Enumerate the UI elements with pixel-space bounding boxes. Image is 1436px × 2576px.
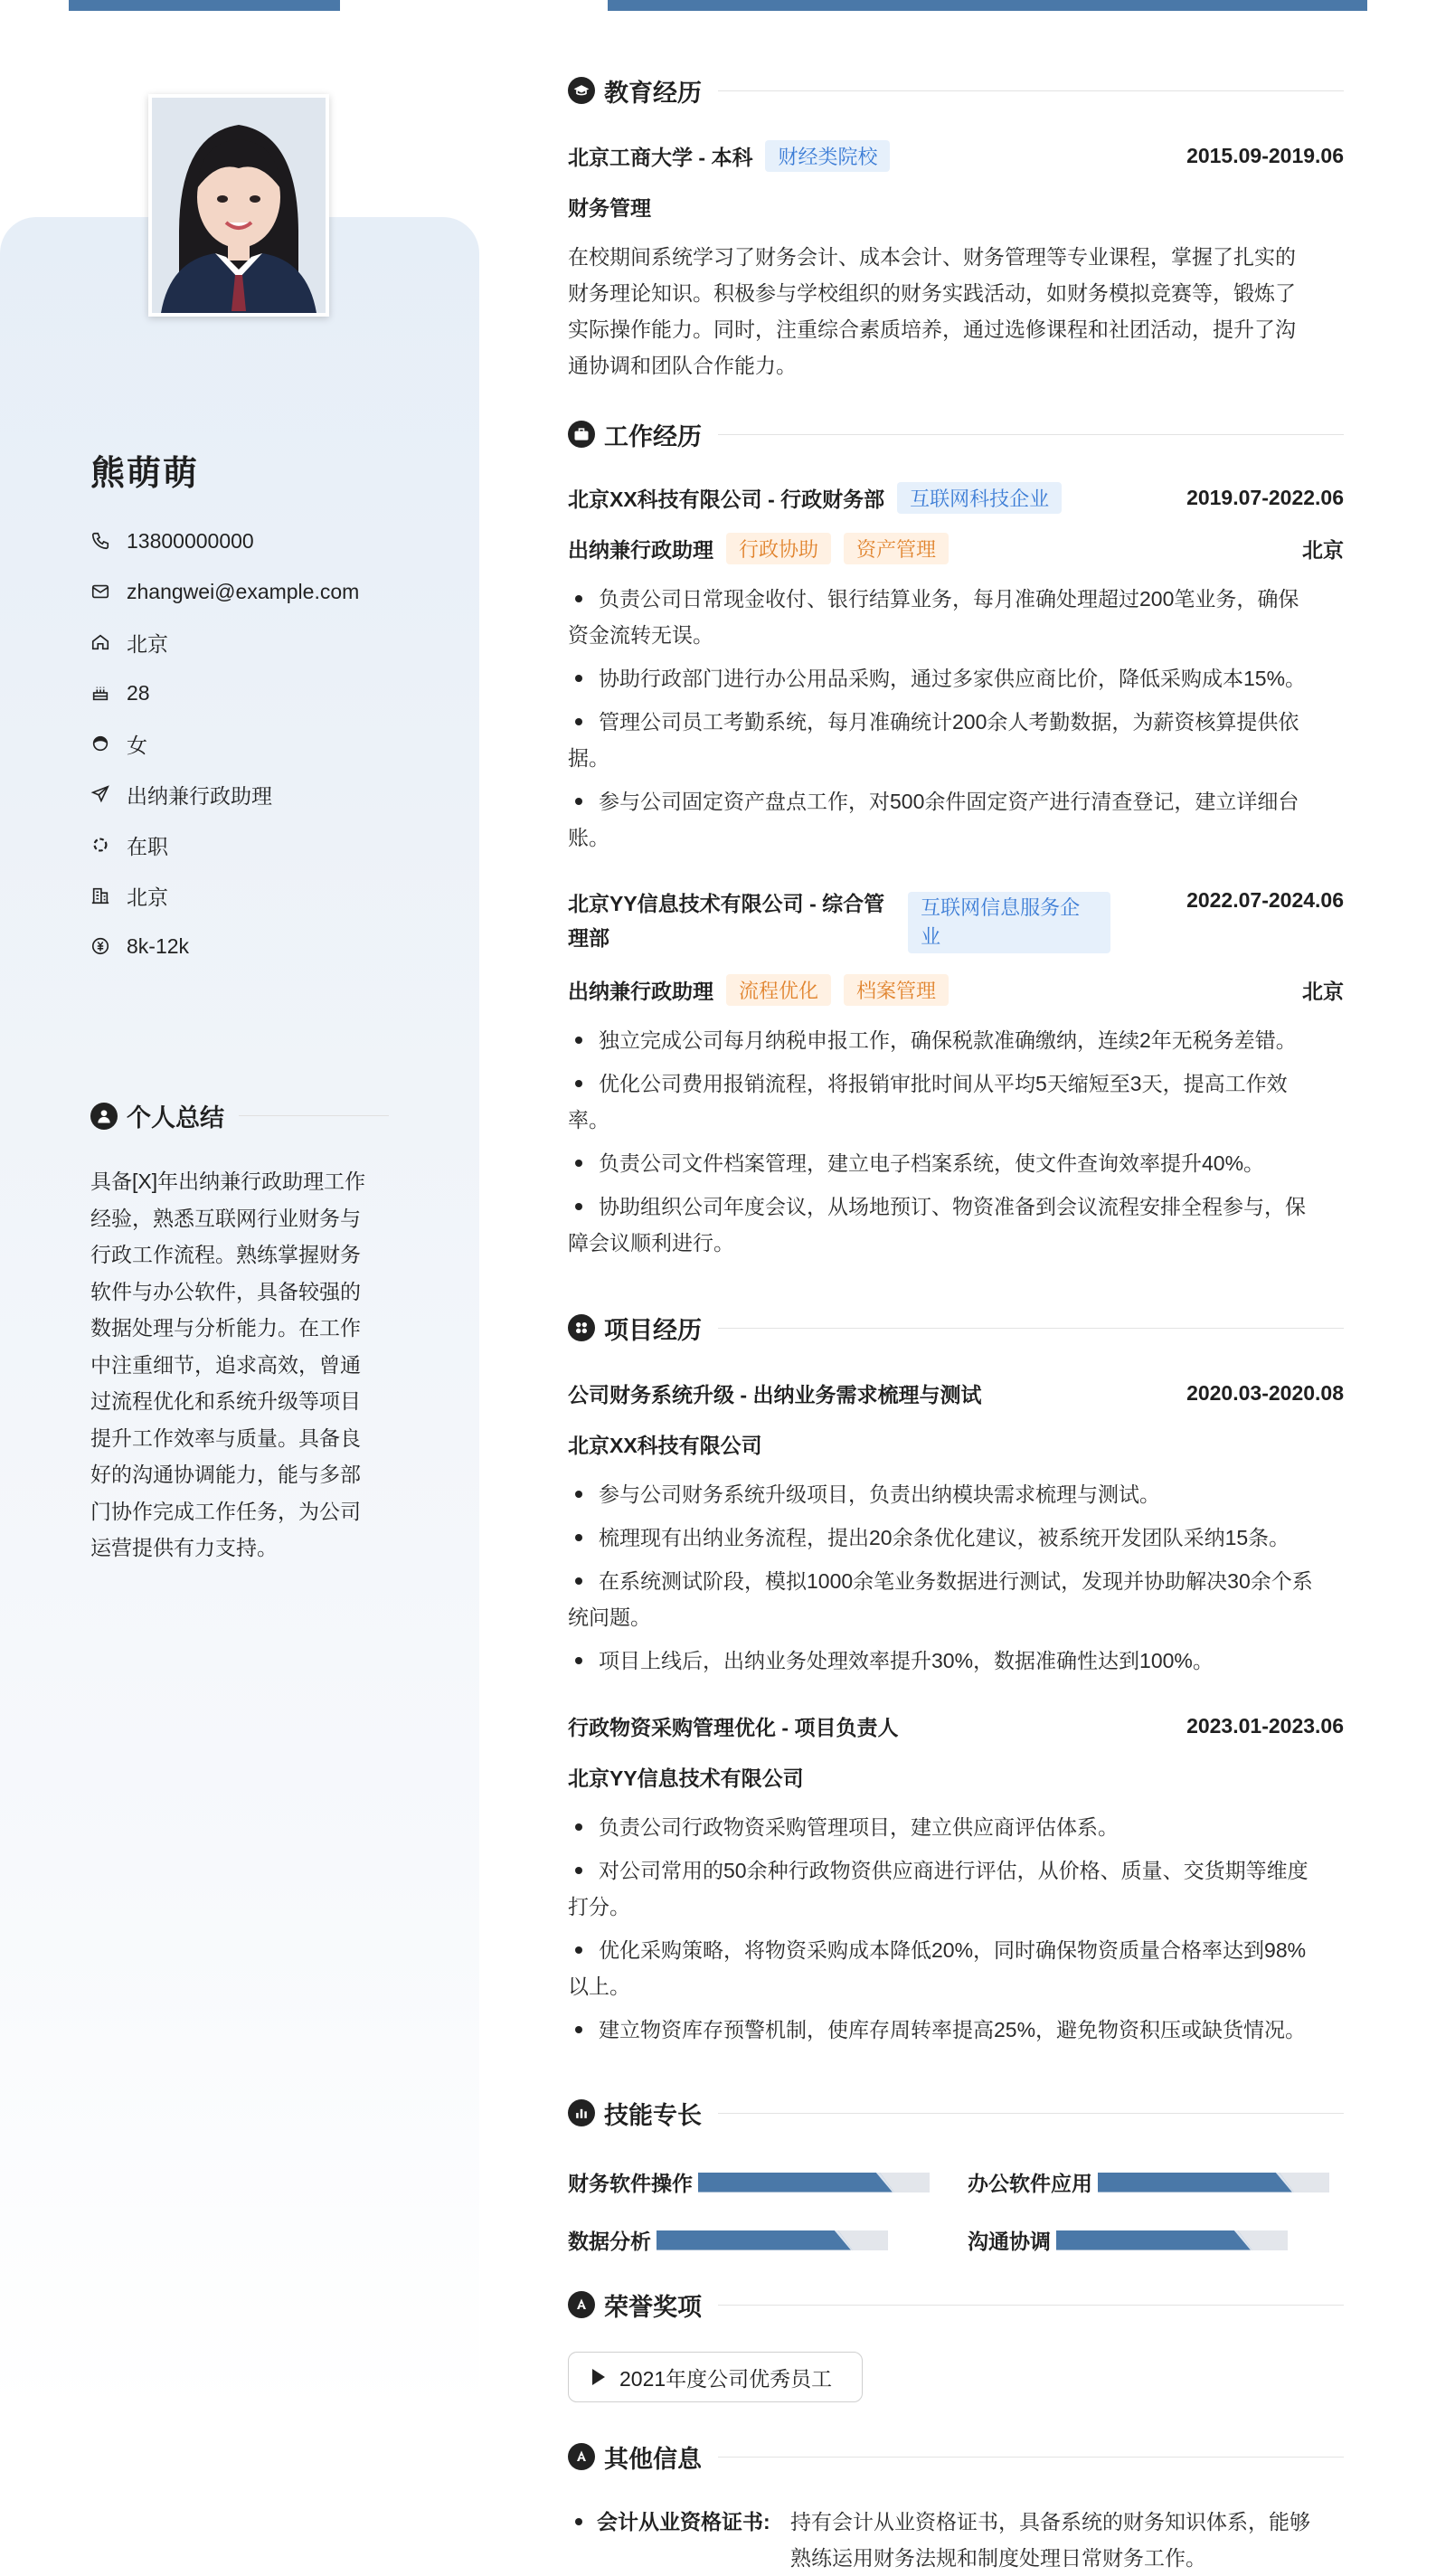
bullet-text: 账。 bbox=[568, 826, 609, 849]
info-icon bbox=[568, 2443, 595, 2470]
info-position-text: 出纳兼行政助理 bbox=[127, 783, 272, 808]
bullet-text: 参与公司固定资产盘点工作，对500余件固定资产进行清查登记，建立详细台 bbox=[599, 790, 1299, 813]
description-line: 通协调和团队合作能力。 bbox=[568, 354, 797, 377]
bullet-text: 统问题。 bbox=[568, 1605, 651, 1629]
user-icon bbox=[90, 1103, 118, 1130]
company-tag: 互联网科技企业 bbox=[897, 482, 1062, 514]
job-2-bullets bbox=[568, 1022, 1344, 1261]
project-2-bullets bbox=[568, 1809, 1344, 2048]
bullet-text: 对公司常用的50余种行政物资供应商进行评估，从价格、质量、交货期等维度 bbox=[599, 1859, 1308, 1882]
list-item bbox=[568, 1065, 1344, 1138]
job-role: 出纳兼行政助理 bbox=[568, 979, 713, 1003]
job-role: 出纳兼行政助理 bbox=[568, 537, 713, 562]
tag-line: 互联网信息服务企 bbox=[921, 896, 1081, 919]
info-age-text: 28 bbox=[127, 680, 150, 705]
summary-line: 具备[X]年出纳兼行政助理工作 bbox=[90, 1170, 366, 1193]
info-salary bbox=[90, 921, 359, 971]
project-2-header bbox=[568, 1709, 1344, 1742]
education-entry-header bbox=[568, 139, 1344, 172]
profile-photo bbox=[148, 94, 329, 317]
skill-bar bbox=[657, 2230, 888, 2250]
project-name: 行政物资采购管理优化 - 项目负责人 bbox=[568, 1715, 899, 1739]
bullet-text: 参与公司财务系统升级项目，负责出纳模块需求梳理与测试。 bbox=[599, 1482, 1160, 1506]
divider bbox=[718, 90, 1344, 91]
list-item bbox=[568, 1932, 1344, 2004]
description-line: 实际操作能力。同时，注重综合素质培养，通过选修课程和社团活动，提升了沟 bbox=[568, 317, 1296, 341]
job-2-role-row bbox=[568, 973, 1344, 1006]
other-value bbox=[790, 2504, 1344, 2576]
bullet-text: 协助行政部门进行办公用品采购，通过多家供应商比价，降低采购成本15%。 bbox=[599, 667, 1307, 690]
skills-title: 技能专长 bbox=[604, 2101, 702, 2129]
info-gender-text: 女 bbox=[127, 733, 147, 757]
project-date: 2020.03-2020.08 bbox=[1186, 1380, 1344, 1405]
summary-line: 门协作完成工作任务，为公司 bbox=[90, 1499, 361, 1523]
major-row bbox=[568, 190, 1344, 223]
skill-bar-fill bbox=[698, 2173, 906, 2192]
info-status-text: 在职 bbox=[127, 834, 168, 858]
summary-title: 个人总结 bbox=[127, 1104, 224, 1132]
company-tag bbox=[908, 892, 1110, 953]
divider bbox=[718, 434, 1344, 435]
bullet-text: 优化公司费用报销流程，将报销审批时间从平均5天缩短至3天，提高工作效 bbox=[599, 1072, 1288, 1095]
other-section-header bbox=[568, 2439, 1344, 2475]
home-icon bbox=[90, 632, 110, 652]
divider bbox=[239, 1115, 389, 1116]
top-accent-bar-right bbox=[608, 0, 1367, 11]
description-line: 财务理论知识。积极参与学校组织的财务实践活动，如财务模拟竞赛等，锻炼了 bbox=[568, 281, 1296, 305]
summary-line: 提升工作效率与质量。具备良 bbox=[90, 1425, 361, 1450]
project-2-org-row bbox=[568, 1760, 1344, 1793]
awards-section-header bbox=[568, 2287, 1344, 2323]
summary-line: 过流程优化和系统升级等项目 bbox=[90, 1389, 361, 1413]
summary-line: 好的沟通协调能力，能与多部 bbox=[90, 1463, 361, 1486]
info-position bbox=[90, 769, 359, 819]
bullet-text: 管理公司员工考勤系统，每月准确统计200余人考勤数据，为薪资核算提供依 bbox=[599, 710, 1299, 734]
graduation-cap-icon bbox=[568, 77, 595, 104]
skill-bar-fill bbox=[657, 2230, 864, 2250]
project-1-bullets bbox=[568, 1476, 1344, 1679]
list-item bbox=[568, 1809, 1344, 1845]
skill-item bbox=[568, 2225, 888, 2255]
info-city bbox=[90, 870, 359, 921]
candidate-name: 熊萌萌 bbox=[90, 455, 200, 493]
info-age bbox=[90, 668, 359, 718]
bullet-text: 协助组织公司年度会议，从场地预订、物资准备到会议流程安排全程参与，保 bbox=[599, 1195, 1306, 1218]
work-title: 工作经历 bbox=[604, 422, 702, 450]
skill-label: 办公软件应用 bbox=[968, 2172, 1092, 2195]
skills-section-header bbox=[568, 2095, 1344, 2131]
info-location-text: 北京 bbox=[127, 631, 168, 656]
awards-title: 荣誉奖项 bbox=[604, 2293, 702, 2321]
work-section-header bbox=[568, 416, 1344, 452]
job-date: 2019.07-2022.06 bbox=[1186, 485, 1344, 509]
bullet-text: 项目上线后，出纳业务处理效率提升30%，数据准确性达到100%。 bbox=[599, 1649, 1214, 1672]
mail-icon bbox=[90, 582, 110, 601]
skill-bar bbox=[698, 2173, 930, 2192]
summary-line: 运营提供有力支持。 bbox=[90, 1536, 278, 1559]
project-name: 公司财务系统升级 - 出纳业务需求梳理与测试 bbox=[568, 1382, 982, 1406]
bar-chart-icon bbox=[568, 2099, 595, 2126]
major-name: 财务管理 bbox=[568, 195, 651, 220]
skill-item bbox=[968, 2225, 1288, 2255]
description-line: 在校期间系统学习了财务会计、成本会计、财务管理等专业课程，掌握了扎实的 bbox=[568, 245, 1296, 269]
award-text: 2021年度公司优秀员工 bbox=[619, 2366, 833, 2391]
status-icon bbox=[90, 835, 110, 855]
info-phone-text: 13800000000 bbox=[127, 528, 254, 553]
briefcase-icon bbox=[568, 421, 595, 448]
info-location bbox=[90, 617, 359, 668]
contact-info-list bbox=[90, 516, 359, 971]
summary-line: 经验，熟悉互联网行业财务与 bbox=[90, 1206, 361, 1230]
tag-line: 业 bbox=[921, 925, 941, 948]
job-1-role-row bbox=[568, 532, 1344, 564]
project-1-org-row bbox=[568, 1427, 1344, 1460]
list-item bbox=[568, 660, 1344, 696]
bullet-text: 梳理现有出纳业务流程，提出20余条优化建议，被系统开发团队采纳15条。 bbox=[599, 1526, 1290, 1549]
play-icon bbox=[592, 2369, 605, 2385]
info-email-text: zhangwei@example.com bbox=[127, 579, 360, 603]
cake-icon bbox=[90, 683, 110, 703]
summary-line: 数据处理与分析能力。在工作 bbox=[90, 1316, 361, 1340]
skill-label: 数据分析 bbox=[568, 2230, 651, 2253]
summary-line: 软件与办公软件，具备较强的 bbox=[90, 1279, 361, 1303]
send-icon bbox=[90, 784, 110, 804]
list-item bbox=[568, 1189, 1344, 1261]
project-date: 2023.01-2023.06 bbox=[1186, 1713, 1344, 1738]
bullet-dot bbox=[575, 2518, 582, 2525]
job-city: 北京 bbox=[1302, 537, 1344, 562]
info-email bbox=[90, 566, 359, 617]
projects-title: 项目经历 bbox=[604, 1316, 702, 1344]
project-1-header bbox=[568, 1377, 1344, 1409]
list-item bbox=[568, 1520, 1344, 1556]
job-date: 2022.07-2024.06 bbox=[1186, 888, 1344, 912]
job-1-header bbox=[568, 481, 1344, 514]
project-org: 北京XX科技有限公司 bbox=[568, 1433, 762, 1457]
divider bbox=[718, 2113, 1344, 2114]
building-icon bbox=[90, 886, 110, 905]
summary-line: 行政工作流程。熟练掌握财务 bbox=[90, 1243, 361, 1266]
bullet-text: 建立物资库存预警机制，使库存周转率提高25%，避免物资积压或缺货情况。 bbox=[599, 2018, 1307, 2041]
company-line: 北京YY信息技术有限公司 - 综合管 bbox=[568, 892, 885, 915]
job-city: 北京 bbox=[1302, 979, 1344, 1003]
skill-tag: 档案管理 bbox=[844, 974, 949, 1006]
summary-section-header bbox=[90, 1098, 389, 1133]
skill-tag: 资产管理 bbox=[844, 533, 949, 564]
list-item bbox=[568, 704, 1344, 776]
list-item bbox=[568, 1563, 1344, 1635]
skill-bar-fill bbox=[1056, 2230, 1264, 2250]
list-item bbox=[568, 2012, 1344, 2048]
job-1-bullets bbox=[568, 581, 1344, 856]
bullet-text: 障会议顺利进行。 bbox=[568, 1231, 734, 1255]
other-line: 持有会计从业资格证书，具备系统的财务知识体系，能够 bbox=[790, 2510, 1310, 2533]
list-item bbox=[568, 1145, 1344, 1181]
skill-label: 沟通协调 bbox=[968, 2230, 1051, 2253]
info-city-text: 北京 bbox=[127, 885, 168, 909]
skill-label: 财务软件操作 bbox=[568, 2172, 693, 2195]
job-company: 北京XX科技有限公司 - 行政财务部 bbox=[568, 487, 885, 511]
project-org: 北京YY信息技术有限公司 bbox=[568, 1766, 804, 1790]
summary-line: 中注重细节，追求高效，曾通 bbox=[90, 1352, 361, 1377]
info-phone bbox=[90, 516, 359, 566]
summary-text bbox=[90, 1163, 389, 1567]
list-item bbox=[568, 1476, 1344, 1512]
skill-item bbox=[568, 2167, 930, 2197]
info-salary-text: 8k-12k bbox=[127, 933, 190, 958]
projects-section-header bbox=[568, 1310, 1344, 1346]
school-name: 北京工商大学 - 本科 bbox=[568, 145, 753, 169]
education-description bbox=[568, 239, 1344, 384]
divider bbox=[718, 2305, 1344, 2306]
grid-icon bbox=[568, 1314, 595, 1341]
bullet-text: 打分。 bbox=[568, 1895, 630, 1918]
list-item bbox=[568, 1643, 1344, 1679]
money-icon bbox=[90, 936, 110, 956]
bullet-text: 据。 bbox=[568, 746, 609, 770]
education-date: 2015.09-2019.06 bbox=[1186, 143, 1344, 167]
bullet-text: 率。 bbox=[568, 1108, 609, 1132]
bullet-text: 资金流转无误。 bbox=[568, 623, 713, 647]
other-title: 其他信息 bbox=[604, 2445, 702, 2473]
school-tag: 财经类院校 bbox=[765, 140, 890, 172]
award-icon bbox=[568, 2291, 595, 2318]
list-item bbox=[568, 581, 1344, 653]
bullet-text: 独立完成公司每月纳税申报工作，确保税款准确缴纳，连续2年无税务差错。 bbox=[599, 1028, 1297, 1052]
bullet-text: 负责公司行政物资采购管理项目，建立供应商评估体系。 bbox=[599, 1815, 1119, 1839]
info-status bbox=[90, 819, 359, 870]
other-key: 会计从业资格证书: bbox=[597, 2510, 770, 2533]
skill-item bbox=[968, 2167, 1329, 2197]
bullet-text: 以上。 bbox=[568, 1975, 630, 1998]
bullet-text: 优化采购策略，将物资采购成本降低20%，同时确保物资质量合格率达到98% bbox=[599, 1938, 1307, 1962]
bullet-text: 负责公司文件档案管理，建立电子档案系统，使文件查询效率提升40%。 bbox=[599, 1151, 1265, 1175]
education-section-header bbox=[568, 72, 1344, 109]
job-2-header bbox=[568, 886, 1344, 955]
divider bbox=[718, 2457, 1344, 2458]
bullet-text: 在系统测试阶段，模拟1000余笔业务数据进行测试，发现并协助解决30余个系 bbox=[599, 1569, 1313, 1593]
skill-tag: 行政协助 bbox=[726, 533, 831, 564]
skill-bar bbox=[1056, 2230, 1288, 2250]
company-line: 理部 bbox=[568, 926, 609, 950]
education-title: 教育经历 bbox=[604, 79, 702, 107]
info-gender bbox=[90, 718, 359, 769]
skill-tag: 流程优化 bbox=[726, 974, 831, 1006]
top-accent-bar-left bbox=[69, 0, 340, 11]
list-item bbox=[568, 1022, 1344, 1058]
phone-icon bbox=[90, 531, 110, 551]
job-company bbox=[568, 886, 884, 955]
gender-icon bbox=[90, 734, 110, 753]
list-item bbox=[568, 783, 1344, 856]
skill-bar-fill bbox=[1098, 2173, 1306, 2192]
skill-bar bbox=[1098, 2173, 1329, 2192]
award-item bbox=[568, 2352, 863, 2402]
other-line: 熟练运用财务法规和制度处理日常财务工作。 bbox=[790, 2546, 1206, 2570]
list-item bbox=[568, 1852, 1344, 1925]
divider bbox=[718, 1328, 1344, 1329]
bullet-text: 负责公司日常现金收付、银行结算业务，每月准确处理超过200笔业务，确保 bbox=[599, 587, 1299, 611]
